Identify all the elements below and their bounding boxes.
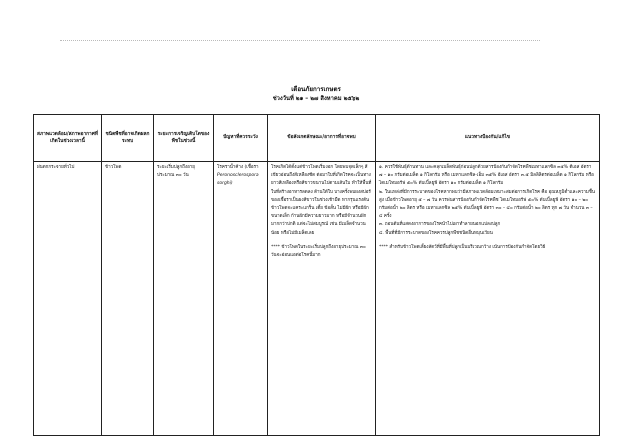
document-date-range: ช่วงวันที่ ๒๑ – ๒๗ สิงหาคม ๒๕๖๒: [272, 96, 360, 102]
management-step-3: ๓. ถอนต้นที่แสดงอาการของโรคนำไปเผาทำลายนอกแปลงปลูก: [379, 222, 501, 228]
header-crop: ชนิดพืชที่อาจเกิดผลกระทบ: [102, 115, 154, 162]
warning-table: [33, 114, 600, 436]
cell-management: [376, 162, 600, 436]
cell-problem: [214, 162, 268, 436]
table-row: [34, 162, 600, 436]
header-management: แนวทางป้องกัน/แก้ไข: [376, 115, 600, 162]
cell-condition: ฝนตกกระจายทั่วไป: [34, 162, 102, 436]
cell-stage: ระยะเริ่มปลูกถึงอายุประมาณ ๓๐ วัน: [154, 162, 214, 436]
management-step-4: ๔. พื้นที่ที่มีการระบาดของโรคควรปลูกพืชชนิดอื่นหมุนเวียน: [379, 230, 493, 236]
header-symptoms: ข้อสังเกตลักษณะ/อาการที่อาจพบ: [268, 115, 376, 162]
table-header-row: [34, 115, 600, 162]
management-note: **** สำหรับข้าวโพดเลี้ยงสัตว์ที่มีพื้นที่ปลูกเป็นบริเวณกว้าง เน้นการป้องกันกำจัดโดยวิธี: [379, 244, 546, 250]
management-step-2: ๒. ในแหล่งที่มีการระบาดของโรคหากพบว่ามีสภาพแวดล้อมเหมาะสมต่อการเกิดโรค คือ อุณหภูมิต่ำและความชื้นสูง เมื่อข้าวโพดอายุ ๕ – ๗ วัน ควรพ่นสารป้องกันกำจัดโรคพืช ไดเมโทมอร์ฟ ๕๐% ดับเบิ้ลยูพี อัตรา ๑๐ – ๒๐ กรัมต่อน้ำ ๒๐ ลิตร หรือ เมทาแลกซิล ๒๕% ดับเบิ้ลยูพี อัตรา ๓๐ – ๔๐ กรัมต่อน้ำ ๒๐ ลิตร ทุก ๗ วัน จำนวน ๓ – ๔ ครั้ง: [379, 189, 596, 220]
header-condition: สภาพแวดล้อม/สภาพอากาศที่เกิดในช่วงเวลานี้: [34, 115, 102, 162]
symptom-description: โรคเกิดได้ตั้งแต่ข้าวโพดเริ่มงอก โดยพบจุดเล็กๆ สีเขียวอ่อนถึงสีเหลืองซีด ต่อมาใบที่เกิดโรคจะเป็นทางยาวสีเหลืองหรือสีขาวขนานไปตามเส้นใบ ทำให้พื้นที่ใบที่สร้างอาหารลดลง ด้านใต้ใบ บางครั้งพบผงสปอร์ของเชื้อราเป็นผงสีขาวในช่วงเช้ามืด หากรุนแรงต้นข้าวโพดจะแคระแกร็น เตี้ย ข้อสั้น ไม่มีฝัก หรือมีฝักขนาดเล็ก ก้านฝักมีความยาวมาก หรือมีจำนวนฝักมากกว่าปกติ แต่จะไม่สมบูรณ์ เช่น มีเมล็ดจำนวนน้อย หรือไม่มีเมล็ดเลย: [271, 165, 372, 236]
symptom-note: **** ข้าวโพดในระยะเริ่มปลูกถึงอายุประมาณ ๓๐ วันจะอ่อนแอต่อโรคนี้มาก: [271, 244, 366, 259]
header-stage: ระยะการเจริญเติบโตของพืชในช่วงนี้: [154, 115, 214, 162]
scan-artifact-line: [60, 40, 540, 47]
cell-symptoms: [268, 162, 376, 436]
header-problem: ปัญหาที่ควรระวัง: [214, 115, 268, 162]
management-step-1: ๑. ควรใช้พันธุ์ต้านทาน และคลุกเมล็ดพันธุ์ก่อนปลูกด้วยสารป้องกันกำจัดโรคพืชเมทาแลกซิล ๓๕% ดีเอส อัตรา ๗ – ๑๐ กรัมต่อเมล็ด ๑ กิโลกรัม หรือ เมทาแลกซิล-เอ็ม ๓๕% อีเอส อัตรา ๓.๕ มิลลิลิตรต่อเมล็ด ๑ กิโลกรัม หรือ ไดเมโทมอร์ฟ ๕๐% ดับเบิ้ลยูพี อัตรา ๑๐ กรัมต่อเมล็ด ๑ กิโลกรัม: [379, 165, 594, 187]
document-title: เตือนภัยการเกษตร: [291, 86, 341, 93]
problem-scientific-name: Peronosclerospora sorghi): [217, 173, 259, 187]
problem-name: โรคราน้ำค้าง (เชื้อรา: [217, 165, 259, 170]
cell-crop: ข้าวโพด: [102, 162, 154, 436]
